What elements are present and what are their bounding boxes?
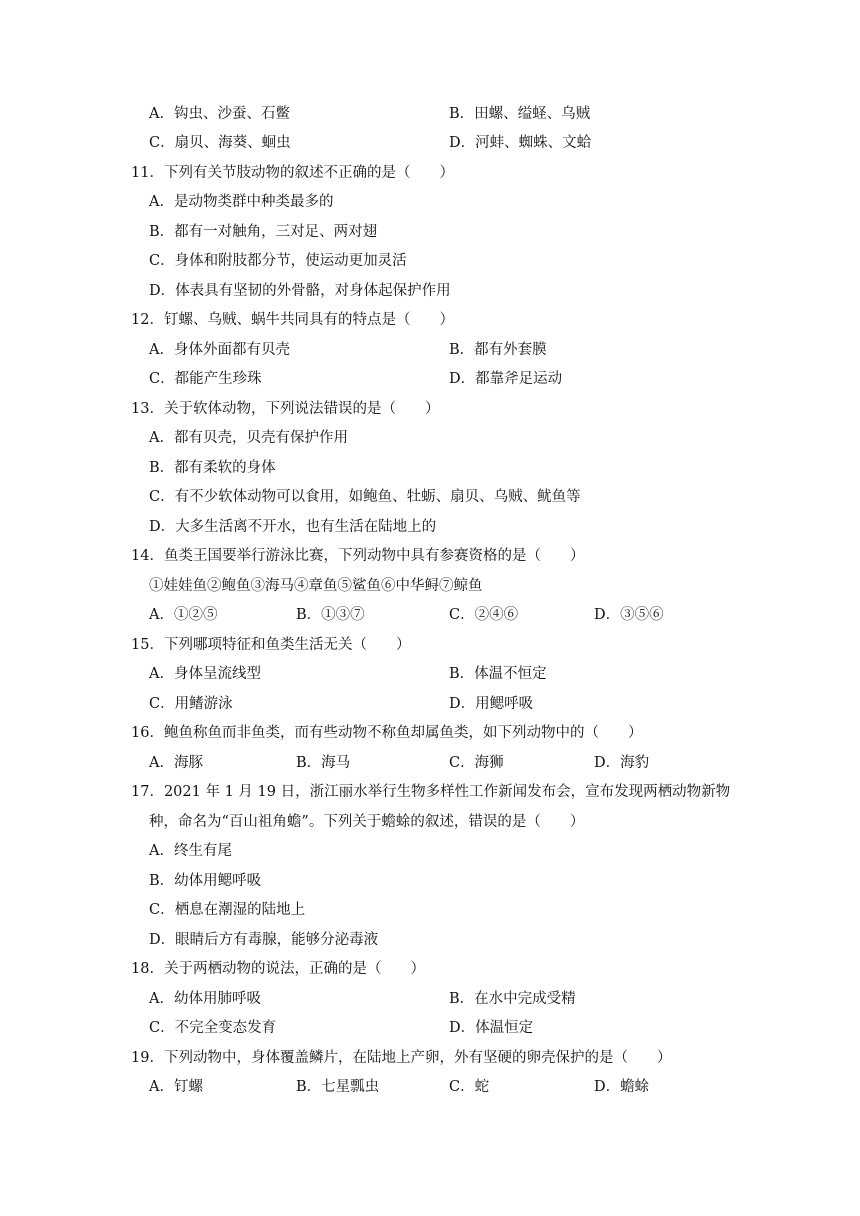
- q14-stem: 14．鱼类王国要举行游泳比赛，下列动物中具有参赛资格的是（ ）: [131, 548, 585, 564]
- q12-option-d: D．都靠斧足运动: [449, 371, 563, 387]
- q18-option-c: C．不完全变态发育: [149, 1020, 277, 1036]
- q17-stem-line-2: 种，命名为“百山祖角蟾”。下列关于蟾蜍的叙述，错误的是（ ）: [149, 814, 585, 830]
- q15-option-b: B．体温不恒定: [449, 666, 547, 682]
- q12-option-c: C．都能产生珍珠: [149, 371, 262, 387]
- q14-option-c: C．②④⑥: [449, 607, 519, 623]
- q16-option-b: B．海马: [296, 755, 351, 771]
- q13-stem: 13．关于软体动物，下列说法错误的是（ ）: [131, 401, 440, 417]
- q19-option-a: A．钉螺: [149, 1079, 203, 1095]
- q19-option-b: B．七星瓢虫: [296, 1079, 380, 1095]
- q11-option-c: C．身体和附肢都分节，使运动更加灵活: [149, 253, 407, 269]
- q12-option-a: A．身体外面都有贝壳: [149, 342, 290, 358]
- q15-option-d: D．用鳃呼吸: [449, 696, 534, 712]
- q18-option-d: D．体温恒定: [449, 1020, 534, 1036]
- q13-option-d: D．大多生活离不开水，也有生活在陆地上的: [149, 519, 437, 535]
- q17-option-a: A．终生有尾: [149, 843, 232, 859]
- q11-option-b: B．都有一对触角，三对足、两对翅: [149, 224, 378, 240]
- q17-stem-line-1: 17．2021 年 1 月 19 日，浙江丽水举行生物多样性工作新闻发布会，宣布发现两栖动物新物: [131, 784, 731, 800]
- q15-option-c: C．用鳍游泳: [149, 696, 233, 712]
- q18-option-b: B．在水中完成受精: [449, 991, 576, 1007]
- q15-option-a: A．身体呈流线型: [149, 666, 261, 682]
- q13-option-c: C．有不少软体动物可以食用，如鲍鱼、牡蛎、扇贝、乌贼、鱿鱼等: [149, 489, 581, 505]
- q19-option-c: C．蛇: [449, 1079, 490, 1095]
- q14-option-d: D．③⑤⑥: [594, 607, 664, 623]
- q18-stem: 18．关于两栖动物的说法，正确的是（ ）: [131, 961, 425, 977]
- q16-stem: 16．鲍鱼称鱼而非鱼类，而有些动物不称鱼却属鱼类，如下列动物中的（ ）: [131, 725, 643, 741]
- q10-option-b: B．田螺、缢蛏、乌贼: [449, 106, 591, 122]
- q16-option-d: D．海豹: [594, 755, 650, 771]
- q17-option-d: D．眼睛后方有毒腺，能够分泌毒液: [149, 932, 379, 948]
- q12-stem: 12．钉螺、乌贼、蜗牛共同具有的特点是（ ）: [131, 312, 454, 328]
- q18-option-a: A．幼体用肺呼吸: [149, 991, 261, 1007]
- q15-stem: 15．下列哪项特征和鱼类生活无关（ ）: [131, 637, 411, 653]
- q10-option-d: D．河蚌、蜘蛛、文蛤: [449, 135, 592, 151]
- q11-stem: 11．下列有关节肢动物的叙述不正确的是（ ）: [131, 165, 454, 181]
- q14-animal-list: ①娃娃鱼②鲍鱼③海马④章鱼⑤鲨鱼⑥中华鲟⑦鲸鱼: [149, 578, 483, 594]
- q13-option-b: B．都有柔软的身体: [149, 460, 276, 476]
- q12-option-b: B．都有外套膜: [449, 342, 547, 358]
- q16-option-c: C．海狮: [449, 755, 504, 771]
- q16-option-a: A．海豚: [149, 755, 203, 771]
- q13-option-a: A．都有贝壳，贝壳有保护作用: [149, 430, 348, 446]
- q14-option-b: B．①③⑦: [296, 607, 365, 623]
- q14-option-a: A．①②⑤: [149, 607, 218, 623]
- q11-option-a: A．是动物类群中种类最多的: [149, 194, 334, 210]
- q10-option-a: A．钩虫、沙蚕、石鳖: [149, 106, 290, 122]
- q17-option-b: B．幼体用鳃呼吸: [149, 873, 262, 889]
- q17-option-c: C．栖息在潮湿的陆地上: [149, 902, 306, 918]
- q11-option-d: D．体表具有坚韧的外骨骼，对身体起保护作用: [149, 283, 451, 299]
- q10-option-c: C．扇贝、海葵、蛔虫: [149, 135, 291, 151]
- q19-stem: 19．下列动物中，身体覆盖鳞片，在陆地上产卵，外有坚硬的卵壳保护的是（ ）: [131, 1050, 672, 1066]
- q19-option-d: D．蟾蜍: [594, 1079, 650, 1095]
